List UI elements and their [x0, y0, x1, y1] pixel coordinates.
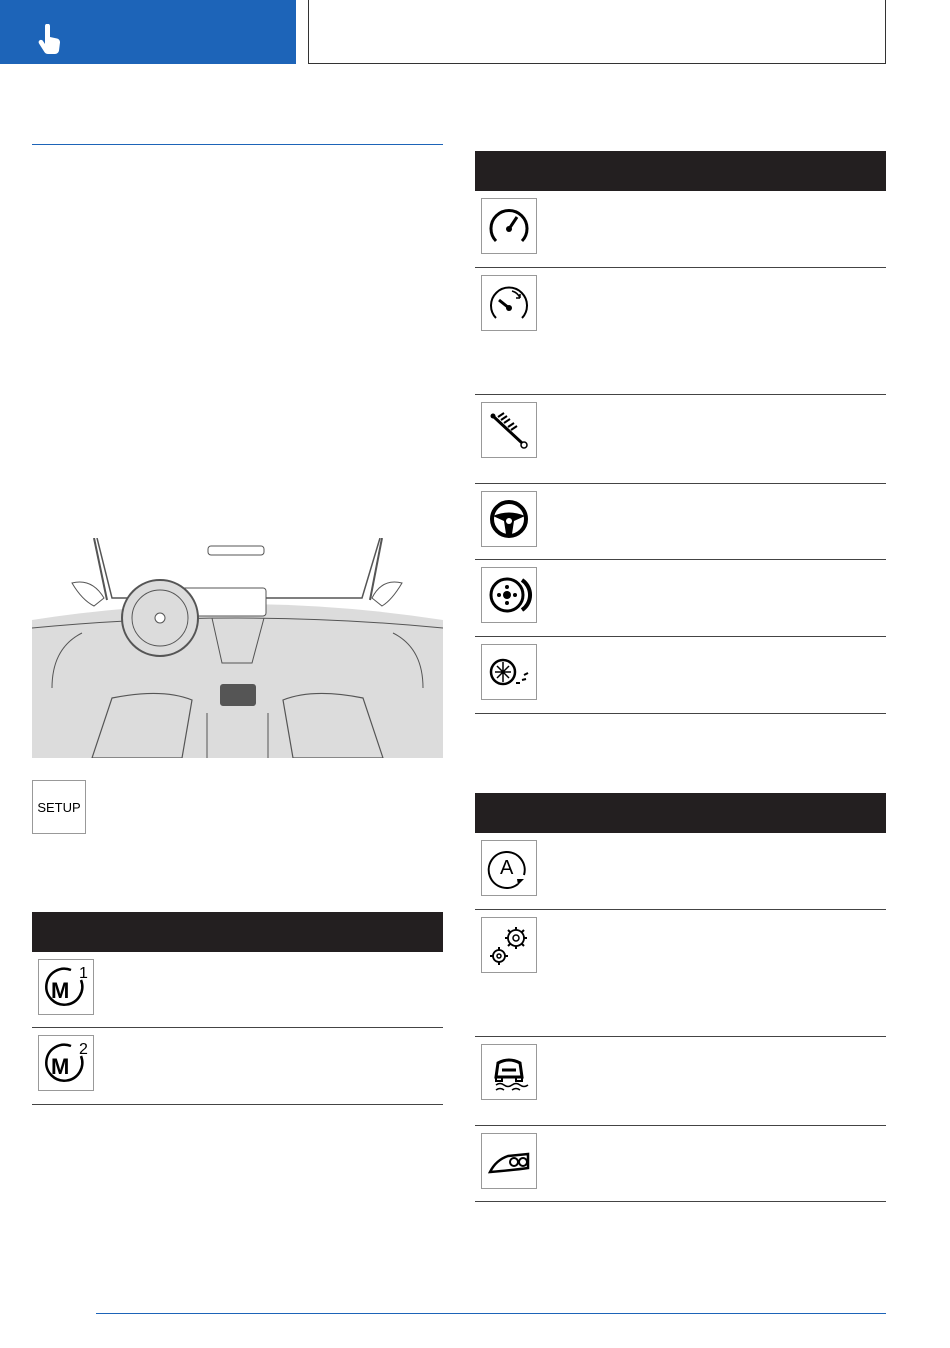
drive-settings-table	[475, 151, 886, 714]
m1-mode-icon[interactable]	[38, 959, 94, 1015]
m-mode-table	[32, 912, 443, 1105]
setup-button[interactable]	[32, 780, 86, 834]
chapter-tab[interactable]	[0, 0, 296, 64]
section-rule	[32, 144, 443, 145]
auto-start-stop-icon[interactable]	[481, 840, 537, 896]
table-header	[475, 151, 886, 191]
svg-text:M: M	[51, 978, 70, 1003]
svg-text:A: A	[500, 857, 514, 879]
speedometer-sport-icon[interactable]	[481, 275, 537, 331]
wheel-slip-icon[interactable]	[481, 644, 537, 700]
speedometer-icon[interactable]	[481, 198, 537, 254]
table-row	[475, 191, 886, 268]
footer-rule	[96, 1313, 886, 1314]
table-row	[475, 833, 886, 910]
table-row	[475, 1126, 886, 1202]
table-row	[475, 910, 886, 1037]
table-row	[475, 484, 886, 560]
brake-disc-icon[interactable]	[481, 567, 537, 623]
svg-text:2: 2	[79, 1041, 88, 1058]
svg-text:M: M	[51, 1054, 70, 1079]
shock-absorber-icon[interactable]	[481, 402, 537, 458]
vehicle-stability-icon[interactable]	[481, 1044, 537, 1100]
table-header	[32, 912, 443, 952]
svg-text:1: 1	[79, 965, 88, 982]
table-row	[475, 560, 886, 637]
header-title-box	[308, 0, 886, 64]
headlight-icon[interactable]	[481, 1133, 537, 1189]
pointing-hand-icon	[36, 24, 66, 56]
m2-mode-icon[interactable]	[38, 1035, 94, 1091]
car-interior-illustration	[32, 538, 443, 758]
setup-button-label: SETUP	[37, 799, 81, 815]
table-row	[475, 637, 886, 714]
table-row	[475, 268, 886, 395]
steering-wheel-icon[interactable]	[481, 491, 537, 547]
table-row	[32, 1028, 443, 1105]
table-row	[475, 1037, 886, 1126]
table-header	[475, 793, 886, 833]
additional-settings-table	[475, 793, 886, 1202]
table-row	[32, 952, 443, 1028]
gears-settings-icon[interactable]	[481, 917, 537, 973]
table-row	[475, 395, 886, 484]
